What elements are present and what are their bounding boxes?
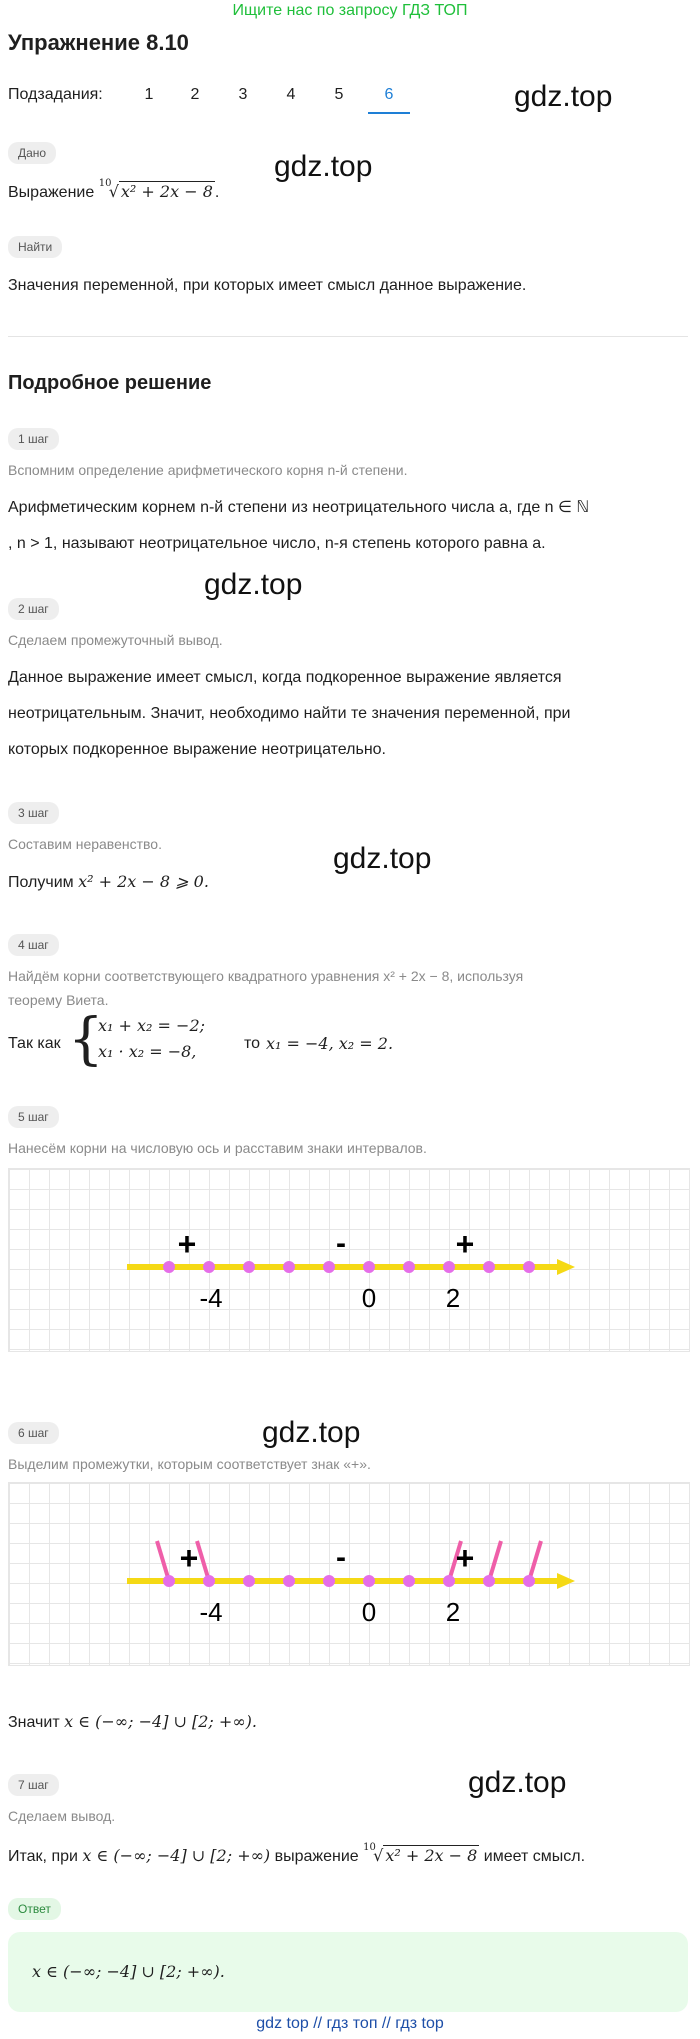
step-4-prefix: Так как [8,1035,61,1052]
given-root: 10 √ x² + 2x − 8 [99,182,215,202]
step-1-hint: Вспомним определение арифметического корня n-й степени. [8,462,408,478]
step-4-middle: то [244,1035,261,1052]
hatch-mark [489,1541,501,1581]
given-pill: Дано [8,142,56,164]
step-6-prefix: Значит [8,1714,60,1731]
watermark: gdz.top [468,1766,567,1799]
watermark: gdz.top [514,80,613,113]
axis-point [163,1261,175,1273]
axis-point [163,1575,175,1587]
axis-point-root-2 [443,1575,455,1587]
axis-point [403,1261,415,1273]
axis-point [283,1261,295,1273]
step-3-pill: 3 шаг [8,802,59,824]
step-7-set: x ∈ (−∞; −4] ∪ [2; +∞) [82,1846,271,1865]
system-eq-2: x₁ · x₂ = −8, [98,1042,197,1061]
axis-point [523,1575,535,1587]
step-4-hint-line-1: Найдём корни соответствующего квадратного уравнения x² + 2x − 8, используя [8,968,524,984]
hatch-mark [529,1541,541,1581]
axis-point [283,1575,295,1587]
subtask-tab-4[interactable]: 4 [286,86,296,103]
watermark: gdz.top [274,150,373,183]
subtask-tab-2[interactable]: 2 [190,86,200,103]
sign-plus-left: + [179,1540,199,1576]
section-divider [8,336,688,337]
watermark: gdz.top [333,842,432,875]
axis-point [243,1261,255,1273]
answer-pill: Ответ [8,1898,61,1920]
step-3-math: x² + 2x − 8 ⩾ 0. [78,872,209,891]
step-3-prefix: Получим [8,874,74,891]
step-4-hint-line-2: теорему Виета. [8,992,109,1008]
subtask-tab-1[interactable]: 1 [144,86,154,103]
axis-point [403,1575,415,1587]
label-root-2: 2 [445,1283,461,1313]
active-tab-underline [368,112,410,114]
step-6-pill: 6 шаг [8,1422,59,1444]
step-3-hint: Составим неравенство. [8,836,162,852]
step-6-math: x ∈ (−∞; −4] ∪ [2; +∞). [64,1712,257,1731]
sign-plus-right: + [455,1540,475,1576]
given-suffix: . [214,184,220,201]
step-2-pill: 2 шаг [8,598,59,620]
step-7-middle: выражение [274,1848,359,1865]
watermark: gdz.top [204,568,303,601]
number-line-svg-2 [9,1483,689,1665]
step-7-suffix: имеет смысл. [483,1848,586,1865]
step-7-hint: Сделаем вывод. [8,1808,116,1824]
number-line-svg-1 [9,1169,689,1351]
label-zero: 0 [361,1597,377,1627]
subtask-tab-6[interactable]: 6 [384,86,394,103]
step-2-line-3: которых подкоренное выражение неотрицательно. [8,741,386,758]
number-line-figure-2 [8,1482,690,1666]
step-7-pill: 7 шаг [8,1774,59,1796]
axis-point [483,1575,495,1587]
step-2-line-1: Данное выражение имеет смысл, когда подкоренное выражение является [8,669,562,686]
step-7-conclusion [8,1842,586,1867]
axis-point [243,1575,255,1587]
answer-math: x ∈ (−∞; −4] ∪ [2; +∞). [32,1962,225,1981]
step-2-line-2: неотрицательным. Значит, необходимо найти те значения переменной, при [8,705,571,722]
footer-links[interactable]: gdz top // гдз топ // гдз top [256,2015,444,2032]
step-7-prefix: Итак, при [8,1848,78,1865]
given-expression [8,178,220,203]
label-zero: 0 [361,1283,377,1313]
find-pill: Найти [8,236,62,258]
step-1-line-2: , n > 1, называют неотрицательное число, n-я степень которого равна a. [8,535,546,552]
promo-banner: Ищите нас по запросу ГДЗ ТОП [232,2,468,19]
subtasks-label: Подзадания: [8,86,103,103]
step-5-pill: 5 шаг [8,1106,59,1128]
solution-heading: Подробное решение [8,372,212,394]
subtask-tab-5[interactable]: 5 [334,86,344,103]
sign-minus: - [336,1541,346,1574]
watermark: gdz.top [262,1416,361,1449]
step-6-hint: Выделим промежутки, которым соответствует знак «+». [8,1456,371,1472]
subtask-tab-3[interactable]: 3 [238,86,248,103]
step-7-root: 10 √ x² + 2x − 8 [363,1846,479,1866]
page-title: Упражнение 8.10 [8,30,189,55]
axis-point-zero [363,1575,375,1587]
sign-minus: - [336,1227,346,1260]
step-6-conclusion [8,1712,257,1733]
number-line-figure-1 [8,1168,690,1352]
system-eq-1: x₁ + x₂ = −2; [98,1016,206,1035]
axis-arrow [557,1259,575,1275]
hatch-mark [157,1541,169,1581]
sign-plus-left: + [177,1226,197,1262]
step-1-pill: 1 шаг [8,428,59,450]
hatch-mark [197,1541,209,1581]
step-4-result: x₁ = −4, x₂ = 2. [266,1034,394,1053]
axis-point-root-1 [203,1261,215,1273]
sign-plus-right: + [455,1226,475,1262]
given-radicand: x² + 2x − 8 [120,182,213,201]
step-1-line-1: Арифметическим корнем n-й степени из неотрицательного числа a, где n ∈ ℕ [8,499,590,516]
label-root-1: -4 [199,1283,223,1313]
axis-point [483,1261,495,1273]
given-root-index: 10 [98,178,112,189]
step-7-root-index: 10 [363,1842,376,1853]
axis-point [323,1575,335,1587]
system-brace: { [68,1007,104,1072]
axis-arrow [557,1573,575,1589]
label-root-1: -4 [199,1597,223,1627]
find-text: Значения переменной, при которых имеет смысл данное выражение. [8,277,527,294]
given-prefix: Выражение [8,184,95,201]
step-4-pill: 4 шаг [8,934,59,956]
axis-point-zero [363,1261,375,1273]
answer-box [8,1932,688,2012]
axis-point [323,1261,335,1273]
step-5-hint: Нанесём корни на числовую ось и расставим знаки интервалов. [8,1140,427,1156]
axis-point-root-1 [203,1575,215,1587]
step-3-inequality [8,872,209,893]
axis-point-root-2 [443,1261,455,1273]
axis-point [523,1261,535,1273]
label-root-2: 2 [445,1597,461,1627]
step-2-hint: Сделаем промежуточный вывод. [8,632,223,648]
step-7-radicand: x² + 2x − 8 [385,1846,478,1865]
